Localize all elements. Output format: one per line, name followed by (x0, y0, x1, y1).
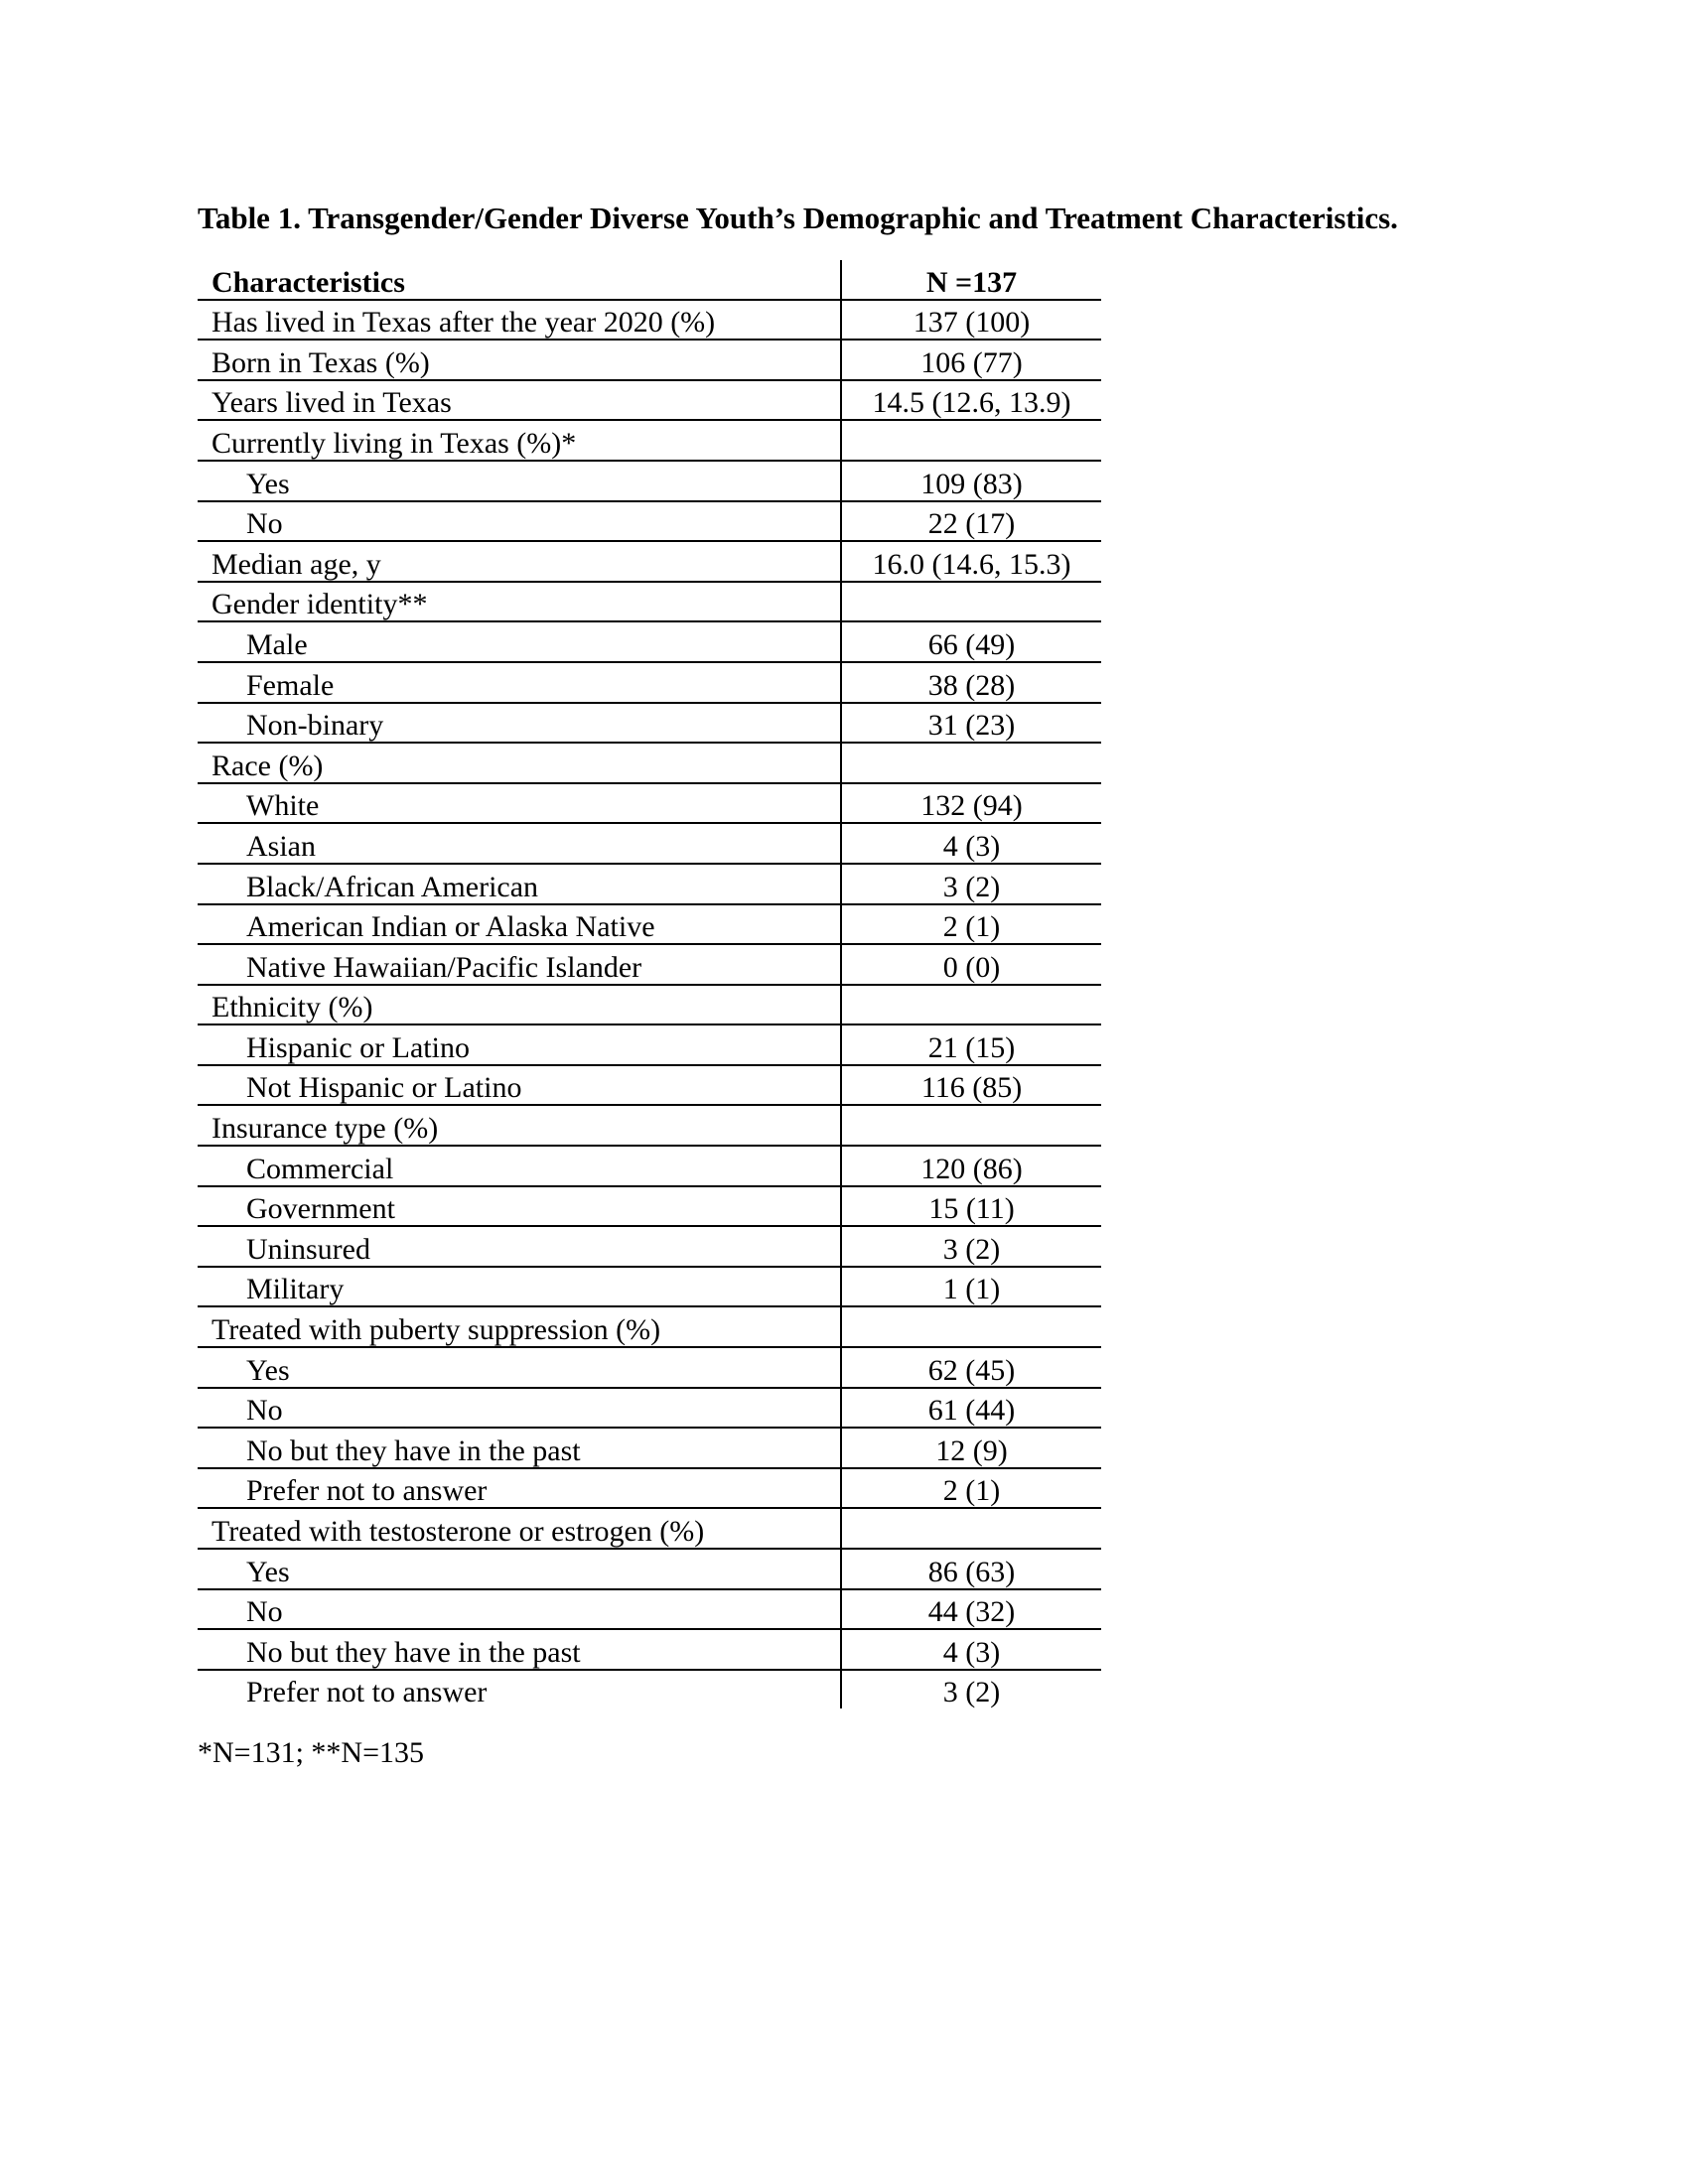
table-row (198, 1024, 1101, 1065)
table-row (198, 1428, 1101, 1468)
row-value: 16.0 (14.6, 15.3) (841, 541, 1101, 582)
table-row (198, 582, 1101, 622)
row-value (841, 743, 1101, 783)
row-label: Gender identity** (198, 582, 841, 622)
table-row (198, 864, 1101, 904)
row-value: 3 (2) (841, 1226, 1101, 1267)
row-value (841, 1306, 1101, 1347)
row-value: 38 (28) (841, 662, 1101, 703)
table-row (198, 1226, 1101, 1267)
row-value: 137 (100) (841, 300, 1101, 341)
row-value: 120 (86) (841, 1146, 1101, 1186)
header-characteristics: Characteristics (198, 260, 841, 300)
row-value: 2 (1) (841, 1468, 1101, 1509)
table-row (198, 904, 1101, 945)
row-value: 15 (11) (841, 1186, 1101, 1227)
table-row (198, 1347, 1101, 1388)
row-label: Military (198, 1267, 841, 1307)
row-value: 3 (2) (841, 864, 1101, 904)
table-header-row (198, 260, 1101, 300)
row-value: 4 (3) (841, 1629, 1101, 1670)
table-footnote: *N=131; **N=135 (198, 1736, 425, 1769)
row-label: Not Hispanic or Latino (198, 1065, 841, 1106)
row-label: Prefer not to answer (198, 1670, 841, 1709)
row-value: 21 (15) (841, 1024, 1101, 1065)
row-value: 3 (2) (942, 1676, 1001, 1709)
row-label: White (198, 783, 841, 824)
row-value: 22 (17) (841, 501, 1101, 542)
row-value: 61 (44) (841, 1388, 1101, 1429)
row-value: 12 (9) (841, 1428, 1101, 1468)
table-row (198, 1589, 1101, 1630)
row-value: 66 (49) (841, 621, 1101, 662)
row-value: 109 (83) (841, 461, 1101, 501)
table-row (198, 1146, 1101, 1186)
row-value: 116 (85) (841, 1065, 1101, 1106)
table-row (198, 1549, 1101, 1589)
table-row (198, 1186, 1101, 1227)
row-value: 106 (77) (841, 340, 1101, 380)
row-label: Treated with testosterone or estrogen (%) (198, 1508, 841, 1549)
table-row (198, 944, 1101, 985)
table-row (198, 1267, 1101, 1307)
row-value (841, 582, 1101, 622)
table-row (198, 985, 1101, 1025)
row-value: 44 (32) (841, 1589, 1101, 1630)
row-value: 132 (94) (841, 783, 1101, 824)
table-row (198, 1508, 1101, 1549)
row-label: American Indian or Alaska Native (198, 904, 841, 945)
table-row (198, 300, 1101, 341)
table-row (198, 1105, 1101, 1146)
row-label: Prefer not to answer (198, 1468, 841, 1509)
table-row (198, 662, 1101, 703)
row-label: No (198, 1388, 841, 1429)
row-value: 14.5 (12.6, 13.9) (841, 380, 1101, 421)
row-value (841, 985, 1101, 1025)
table-row (198, 541, 1101, 582)
row-value: 4 (3) (841, 823, 1101, 864)
row-label: Yes (198, 1549, 841, 1589)
row-value (841, 1508, 1101, 1549)
row-label: Government (198, 1186, 841, 1227)
row-label: Ethnicity (%) (198, 985, 841, 1025)
row-value: 1 (1) (841, 1267, 1101, 1307)
row-label: Male (198, 621, 841, 662)
row-label: Born in Texas (%) (198, 340, 841, 380)
table-title: Table 1. Transgender/Gender Diverse Youth’s Demographic and Treatment Characteristics. (198, 201, 1398, 235)
table-row (198, 1468, 1101, 1509)
table-row (198, 420, 1101, 461)
table-row (198, 501, 1101, 542)
table-row (198, 1065, 1101, 1106)
row-value: 86 (63) (841, 1549, 1101, 1589)
table-row (198, 340, 1101, 380)
table-row (198, 1670, 1101, 1709)
header-n: N =137 (841, 260, 1101, 300)
table-row (198, 621, 1101, 662)
row-label: Has lived in Texas after the year 2020 (%) (198, 300, 841, 341)
row-label: Asian (198, 823, 841, 864)
row-label: Female (198, 662, 841, 703)
table-row (198, 783, 1101, 824)
row-label: No but they have in the past (198, 1428, 841, 1468)
row-label: Currently living in Texas (%)* (198, 420, 841, 461)
row-label: Treated with puberty suppression (%) (198, 1306, 841, 1347)
row-value (841, 1105, 1101, 1146)
row-label: Black/African American (198, 864, 841, 904)
row-label: Years lived in Texas (198, 380, 841, 421)
table-row (198, 823, 1101, 864)
row-value (841, 420, 1101, 461)
row-value: 62 (45) (841, 1347, 1101, 1388)
row-label: Yes (198, 461, 841, 501)
row-label: Native Hawaiian/Pacific Islander (198, 944, 841, 985)
row-label: Median age, y (198, 541, 841, 582)
table-body (198, 260, 1101, 1708)
row-label: Commercial (198, 1146, 841, 1186)
table-row (198, 380, 1101, 421)
row-label: Non-binary (198, 703, 841, 744)
row-value: 0 (0) (841, 944, 1101, 985)
characteristics-table (198, 260, 1101, 1708)
row-label: Insurance type (%) (198, 1105, 841, 1146)
table-row (198, 461, 1101, 501)
table-row (198, 703, 1101, 744)
row-value: 31 (23) (841, 703, 1101, 744)
row-label: Yes (198, 1347, 841, 1388)
row-label: Hispanic or Latino (198, 1024, 841, 1065)
table-row (198, 1388, 1101, 1429)
table-row (198, 743, 1101, 783)
table-row (198, 1629, 1101, 1670)
table-row (198, 1306, 1101, 1347)
row-label: Uninsured (198, 1226, 841, 1267)
row-label: No but they have in the past (198, 1629, 841, 1670)
row-label: No (198, 1589, 841, 1630)
row-label: No (198, 501, 841, 542)
row-label: Race (%) (198, 743, 841, 783)
row-value: 2 (1) (841, 904, 1101, 945)
